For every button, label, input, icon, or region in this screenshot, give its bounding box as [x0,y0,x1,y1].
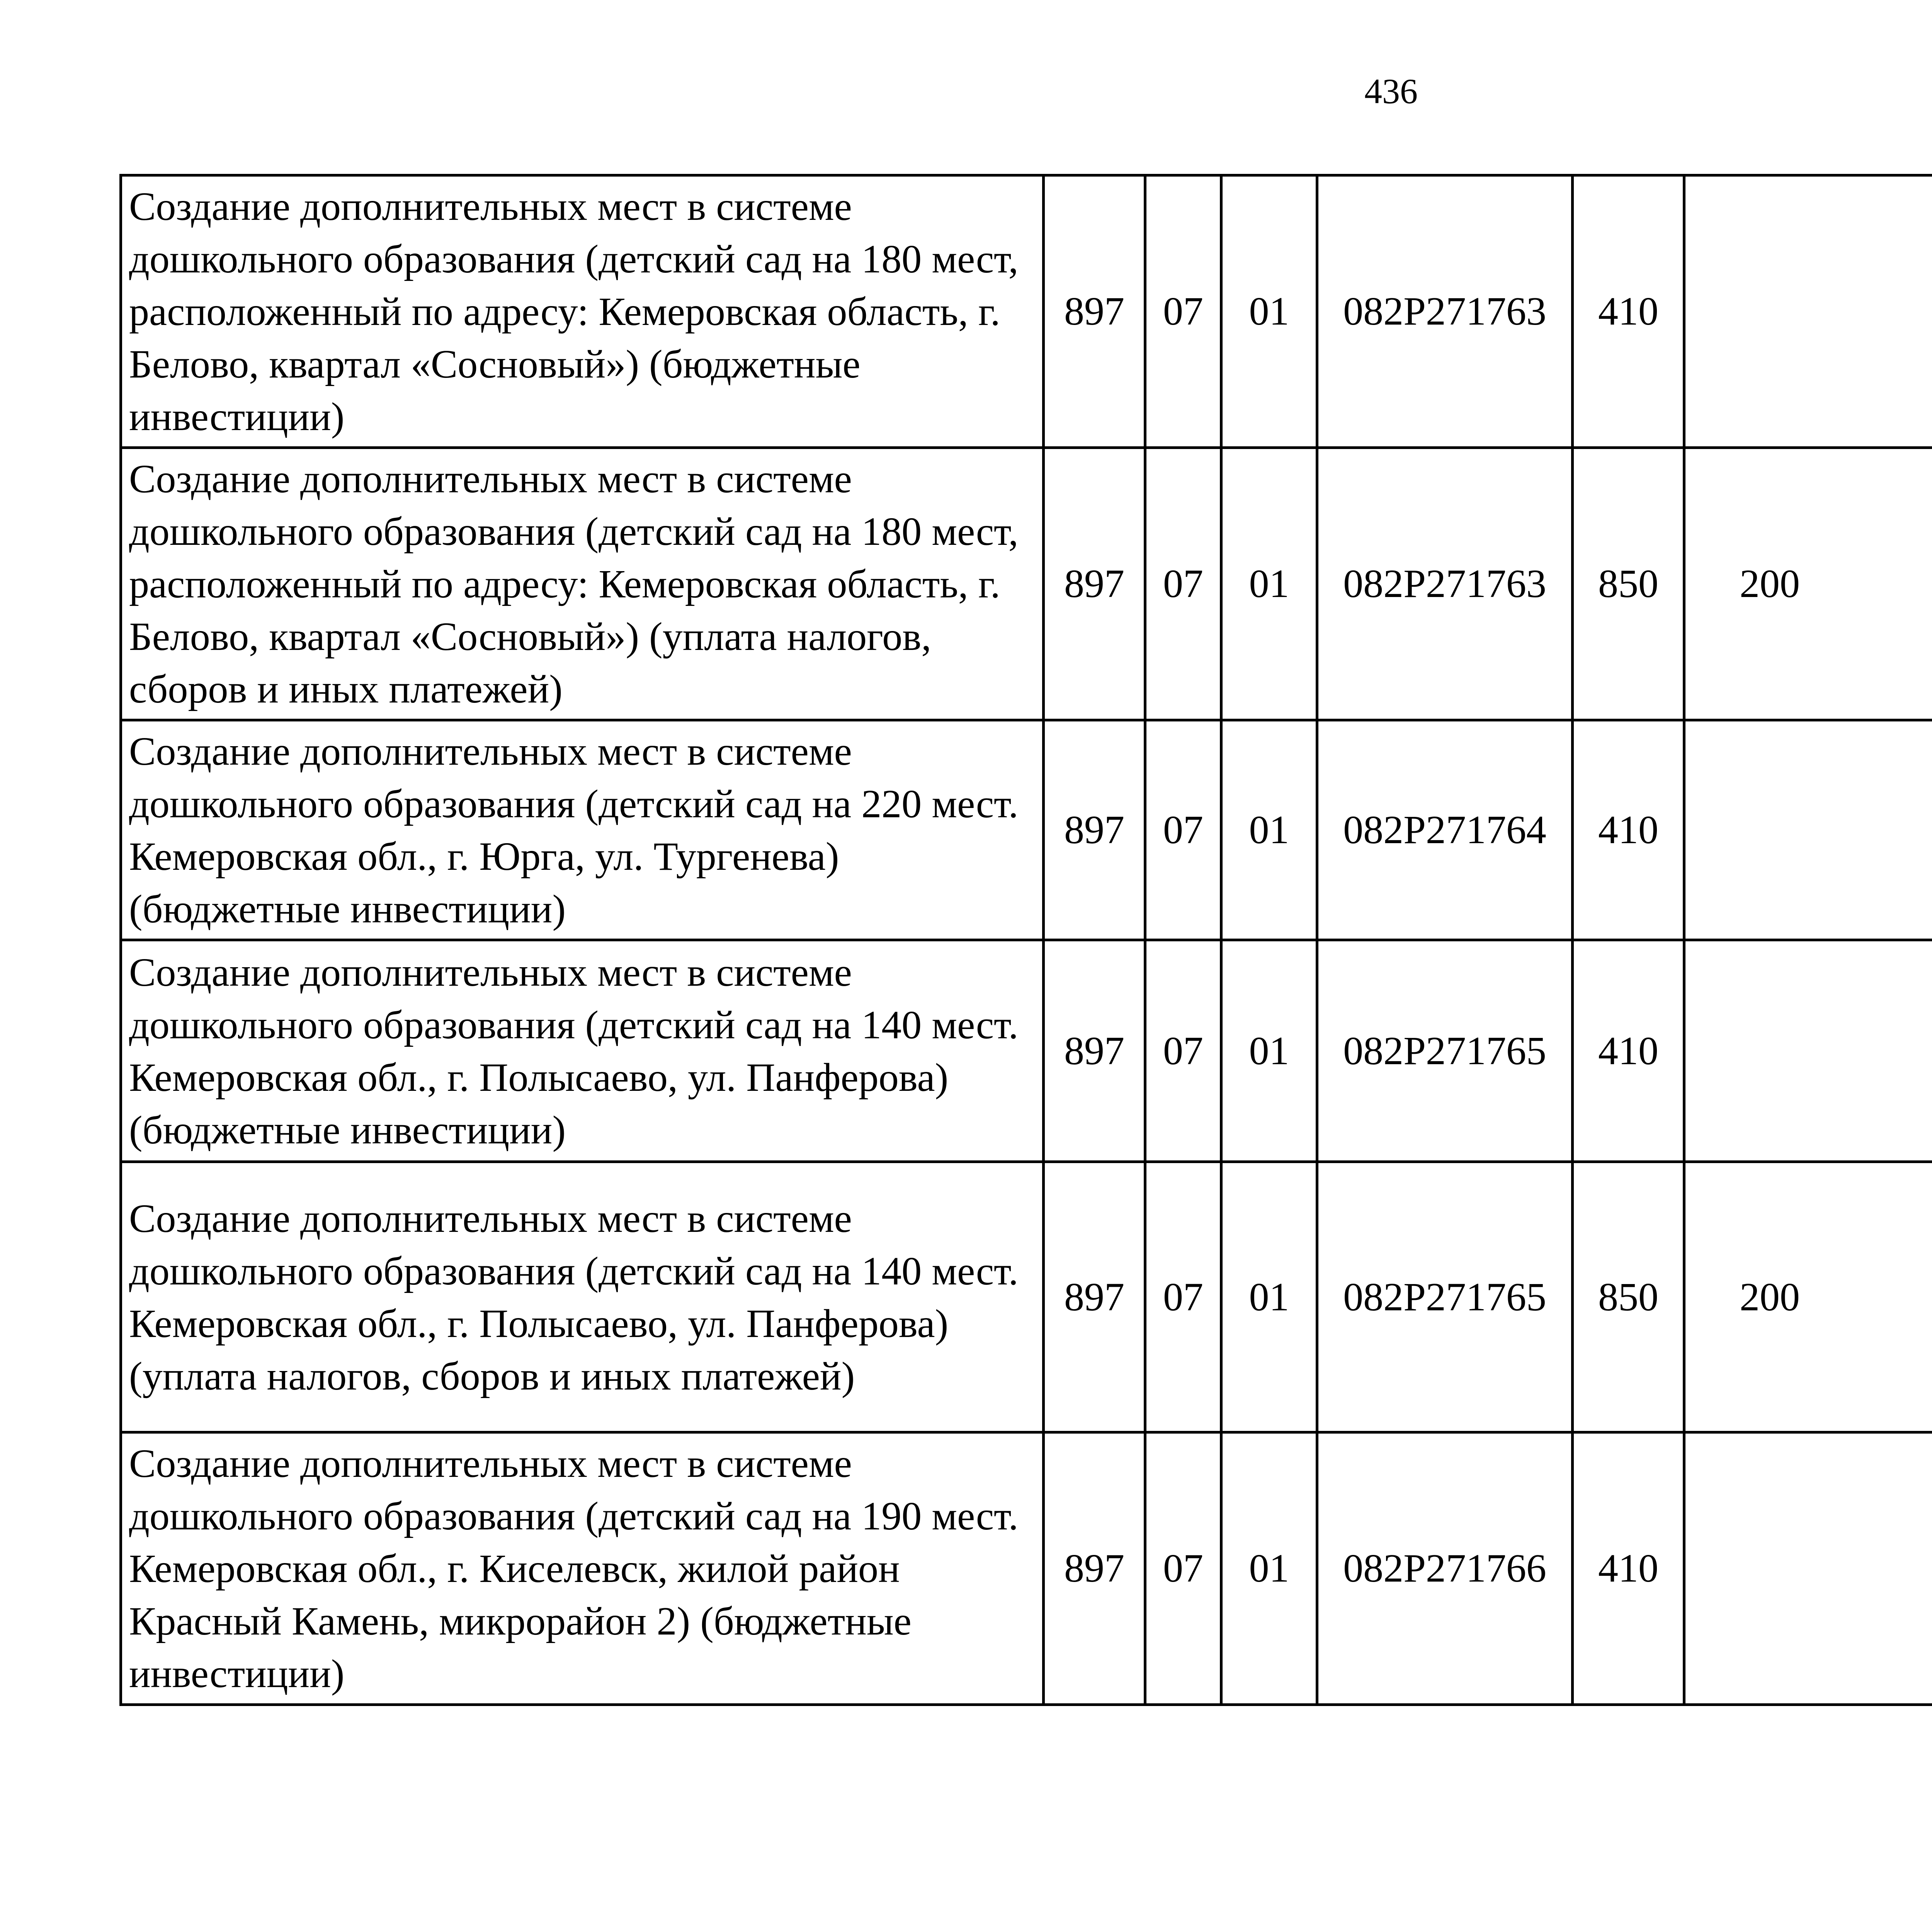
section-code: 07 [1145,1432,1221,1705]
expense-type-code: 410 [1573,720,1684,940]
page-number: 436 [1364,71,1418,111]
subsection-code: 01 [1221,175,1317,448]
target-article-code: 082P271765 [1317,940,1573,1162]
amount-1 [1684,940,1932,1162]
target-article-code: 082P271766 [1317,1432,1573,1705]
table-row [121,720,1932,940]
table-row [121,175,1932,448]
row-description: Создание дополнительных мест в системе дошкольного образования (детский сад на 190 мест. Кемеровская обл., г. Киселевск, жилой район Красный Камень, микрорайон 2) (бюджетные инвестиции) [121,1432,1044,1705]
amount-1 [1684,175,1932,448]
ministry-code: 897 [1044,175,1145,448]
section-code: 07 [1145,175,1221,448]
subsection-code: 01 [1221,940,1317,1162]
section-code: 07 [1145,448,1221,720]
amount-1 [1684,720,1932,940]
budget-table [119,174,1932,1706]
subsection-code: 01 [1221,1162,1317,1432]
amount-1 [1684,1432,1932,1705]
target-article-code: 082P271763 [1317,448,1573,720]
row-description: Создание дополнительных мест в системе дошкольного образования (детский сад на 180 мест, расположенный по адресу: Кемеровская область, г. Белово, квартал «Сосновый») (бюджетные инвестиции) [121,175,1044,448]
table-row [121,940,1932,1162]
subsection-code: 01 [1221,1432,1317,1705]
expense-type-code: 410 [1573,175,1684,448]
row-description: Создание дополнительных мест в системе дошкольного образования (детский сад на 140 мест. Кемеровская обл., г. Полысаево, ул. Панферова) (бюджетные инвестиции) [121,940,1044,1162]
amount-1: 200 [1684,448,1932,720]
table-row [121,448,1932,720]
ministry-code: 897 [1044,1432,1145,1705]
expense-type-code: 410 [1573,1432,1684,1705]
table-row [121,1162,1932,1432]
subsection-code: 01 [1221,720,1317,940]
amount-1: 200 [1684,1162,1932,1432]
target-article-code: 082P271764 [1317,720,1573,940]
section-code: 07 [1145,720,1221,940]
ministry-code: 897 [1044,940,1145,1162]
ministry-code: 897 [1044,448,1145,720]
expense-type-code: 410 [1573,940,1684,1162]
expense-type-code: 850 [1573,448,1684,720]
subsection-code: 01 [1221,448,1317,720]
section-code: 07 [1145,940,1221,1162]
target-article-code: 082P271763 [1317,175,1573,448]
row-description: Создание дополнительных мест в системе дошкольного образования (детский сад на 140 мест. Кемеровская обл., г. Полысаево, ул. Панферова) (уплата налогов, сборов и иных платежей) [121,1162,1044,1432]
ministry-code: 897 [1044,1162,1145,1432]
ministry-code: 897 [1044,720,1145,940]
table-row [121,1432,1932,1705]
target-article-code: 082P271765 [1317,1162,1573,1432]
row-description: Создание дополнительных мест в системе дошкольного образования (детский сад на 220 мест. Кемеровская обл., г. Юрга, ул. Тургенева) (бюджетные инвестиции) [121,720,1044,940]
row-description: Создание дополнительных мест в системе дошкольного образования (детский сад на 180 мест, расположенный по адресу: Кемеровская область, г. Белово, квартал «Сосновый») (уплата налогов, сборов и иных платежей) [121,448,1044,720]
section-code: 07 [1145,1162,1221,1432]
expense-type-code: 850 [1573,1162,1684,1432]
